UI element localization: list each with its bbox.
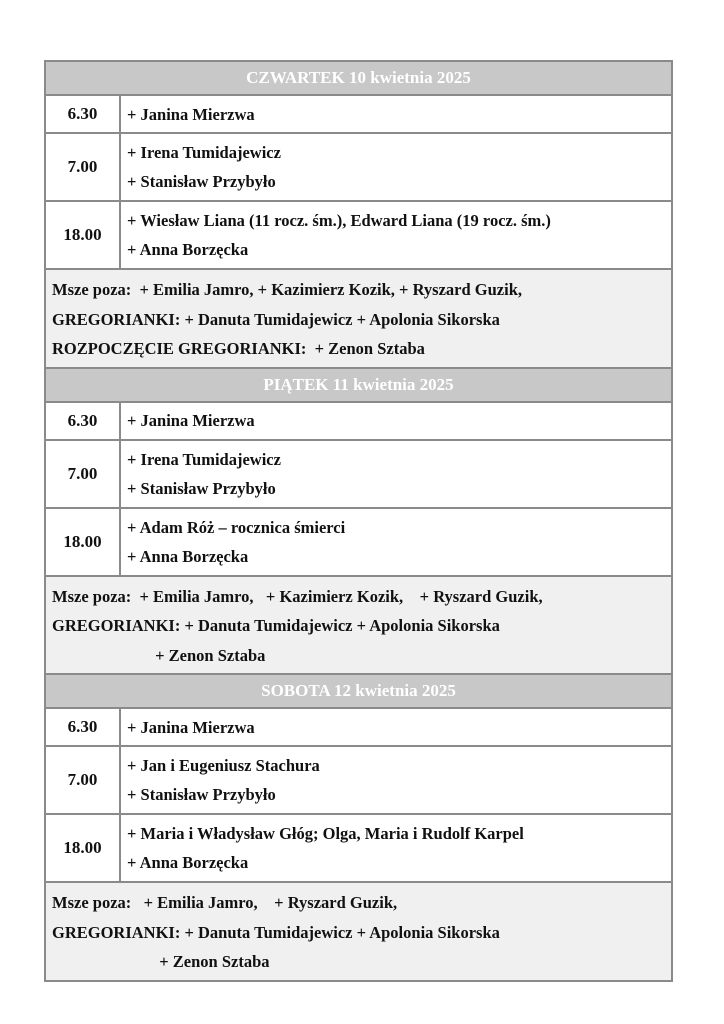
- mass-intentions: [121, 747, 671, 813]
- day-header: SOBOTA 12 kwietnia 2025: [46, 675, 671, 709]
- mass-row: [46, 403, 671, 441]
- intention: + Anna Borzęcka: [127, 853, 249, 872]
- mass-row: [46, 96, 671, 134]
- intention: + Wiesław Liana (11 rocz. śm.), Edward Liana (19 rocz. śm.): [127, 211, 551, 230]
- intention: + Stanisław Przybyło: [127, 785, 276, 804]
- intention: + Anna Borzęcka: [127, 240, 249, 259]
- mass-intentions: [121, 509, 671, 575]
- mass-intentions: [121, 96, 671, 132]
- mass-time: 6.30: [46, 403, 121, 439]
- mass-row: [46, 441, 671, 509]
- intention: + Irena Tumidajewicz: [127, 449, 281, 469]
- intention: + Jan i Eugeniusz Stachura: [127, 756, 320, 775]
- intention: + Anna Borzęcka: [127, 546, 249, 566]
- intention: + Janina Mierzwa: [127, 104, 255, 124]
- other-masses-line: ROZPOCZĘCIE GREGORIANKI: + Zenon Sztaba: [52, 339, 425, 358]
- day-header: CZWARTEK 10 kwietnia 2025: [46, 62, 671, 96]
- other-masses-line: + Zenon Sztaba: [52, 645, 266, 665]
- intention: + Janina Mierzwa: [127, 717, 255, 737]
- mass-intentions: [121, 441, 671, 507]
- mass-intentions: [121, 815, 671, 881]
- other-masses-line: GREGORIANKI: + Danuta Tumidajewicz + Apolonia Sikorska: [52, 616, 500, 635]
- mass-time: 18.00: [46, 202, 121, 268]
- mass-time: 18.00: [46, 815, 121, 881]
- mass-row: [46, 509, 671, 577]
- other-masses-line: GREGORIANKI: + Danuta Tumidajewicz + Apolonia Sikorska: [52, 922, 500, 942]
- other-masses-line: GREGORIANKI: + Danuta Tumidajewicz + Apolonia Sikorska: [52, 309, 500, 329]
- other-masses-block: [46, 270, 671, 369]
- mass-time: 7.00: [46, 134, 121, 200]
- intention: + Janina Mierzwa: [127, 411, 255, 430]
- other-masses-line: Msze poza: + Emilia Jamro, + Kazimierz Kozik, + Ryszard Guzik,: [52, 586, 543, 606]
- mass-time: 18.00: [46, 509, 121, 575]
- mass-time: 7.00: [46, 747, 121, 813]
- other-masses-line: Msze poza: + Emilia Jamro, + Kazimierz Kozik, + Ryszard Guzik,: [52, 280, 523, 299]
- other-masses-block: [46, 577, 671, 676]
- intention: + Adam Róż – rocznica śmierci: [127, 517, 346, 537]
- mass-row: [46, 709, 671, 747]
- mass-intentions: [121, 134, 671, 200]
- mass-row: [46, 747, 671, 815]
- mass-time: 6.30: [46, 96, 121, 132]
- mass-intentions: [121, 202, 671, 268]
- other-masses-line: + Zenon Sztaba: [52, 952, 270, 971]
- intention: + Maria i Władysław Głóg; Olga, Maria i Rudolf Karpel: [127, 824, 524, 843]
- mass-time: 6.30: [46, 709, 121, 745]
- other-masses-line: Msze poza: + Emilia Jamro, + Ryszard Guzik,: [52, 893, 398, 912]
- day-header: PIĄTEK 11 kwietnia 2025: [46, 369, 671, 403]
- mass-schedule-table: [44, 60, 673, 982]
- mass-row: [46, 202, 671, 270]
- mass-row: [46, 134, 671, 202]
- mass-intentions: [121, 709, 671, 745]
- mass-intentions: [121, 403, 671, 439]
- intention: + Irena Tumidajewicz: [127, 143, 281, 162]
- intention: + Stanisław Przybyło: [127, 172, 276, 191]
- other-masses-block: [46, 883, 671, 980]
- mass-row: [46, 815, 671, 883]
- mass-time: 7.00: [46, 441, 121, 507]
- intention: + Stanisław Przybyło: [127, 478, 276, 498]
